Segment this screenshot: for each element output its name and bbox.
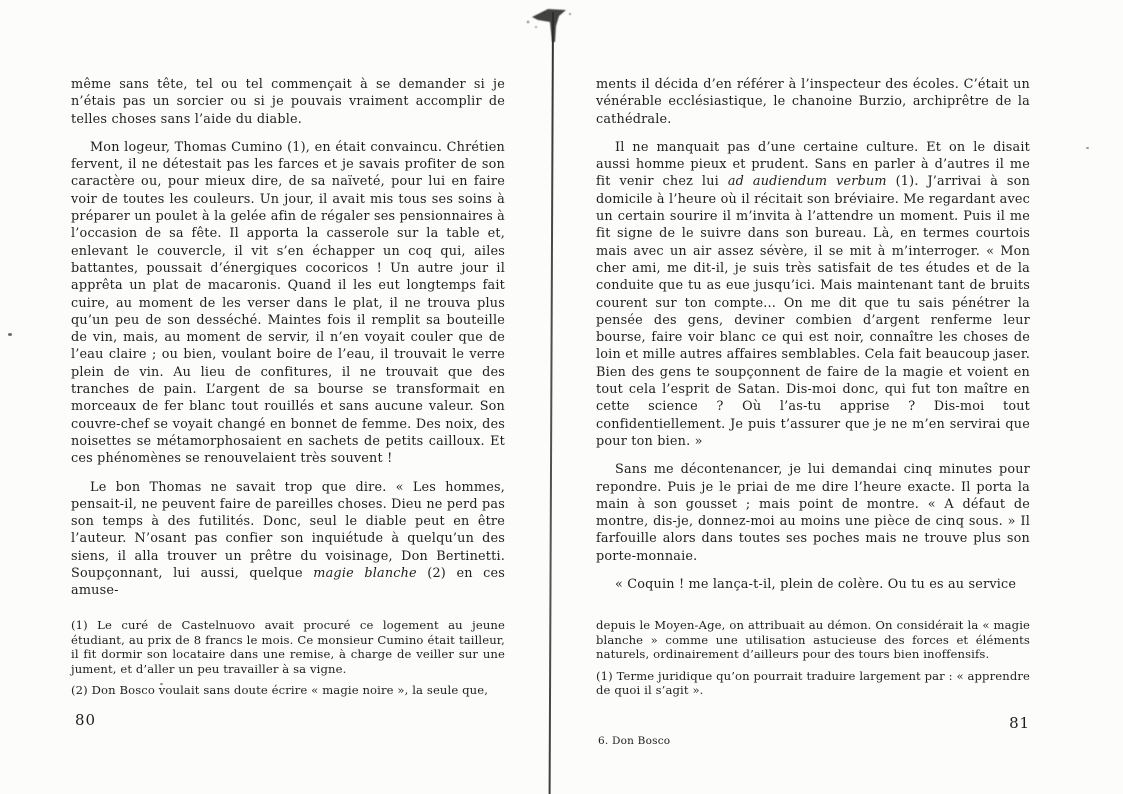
left-page-footnotes — [71, 618, 505, 698]
body-paragraph — [71, 479, 505, 600]
text-run: (2) en ces amuse- — [71, 566, 505, 599]
right-page-footnotes — [596, 618, 1030, 698]
italic-text-run: magie blanche — [313, 566, 417, 582]
body-paragraph — [596, 76, 1030, 128]
footnote-paragraph — [71, 618, 505, 676]
page-number-right: 81 — [1009, 714, 1030, 732]
body-paragraph — [596, 139, 1030, 450]
text-run: même sans tête, tel ou tel commençait à se demander si je n’étais pas un sorcier ou si je pouvais vraiment accomplir de telles choses sans l’aide du diable. — [71, 77, 505, 127]
binding-gutter-line — [549, 12, 554, 794]
text-run: (1) Le curé de Castelnuovo avait procuré ce logement au jeune étudiant, au prix de 8 francs le mois. Ce monsieur Cumino était tailleur, il fit dormir son locataire dans une remise, à charge de veiller sur une jument, et d’aller un peu travailler à sa vigne. — [71, 618, 505, 676]
left-page-body — [71, 0, 505, 618]
footnote-paragraph — [596, 618, 1030, 662]
scan-speck — [1086, 147, 1089, 149]
footnote-paragraph — [596, 669, 1030, 698]
text-run: Le bon Thomas ne savait trop que dire. « Les hommes, pensait-il, ne peuvent faire de pareilles choses. Dieu ne perd pas son temps à des futilités. Donc, seul le diable peut en être l’auteur. N’osant pas confier son inquiétude à quelqu’un des siens, il alla trouver un prêtre du voisinage, Don Bertinetti. Soupçonnant, lui aussi, quelque — [71, 479, 505, 582]
body-paragraph — [71, 76, 505, 128]
printer-signature-mark: 6. Don Bosco — [598, 735, 671, 747]
body-paragraph — [596, 461, 1030, 565]
text-run: ments il décida d’en référer à l’inspecteur des écoles. C’était un vénérable ecclésiastique, le chanoine Burzio, archiprêtre de la cathédrale. — [596, 77, 1030, 127]
right-page-body — [596, 0, 1030, 618]
left-page — [71, 0, 505, 794]
scan-speck — [8, 333, 12, 336]
body-paragraph — [596, 576, 1030, 593]
right-page — [596, 0, 1030, 794]
text-run: « Coquin ! me lança-t-il, plein de colère. Ou tu es au service — [615, 577, 1017, 593]
body-paragraph — [71, 139, 505, 468]
page-number-left: 80 — [75, 711, 96, 729]
text-run: (1). J’arrivai à son domicile à l’heure où il récitait son bréviaire. Me regardant avec un certain sourire il m’invita à l’attendre un moment. Puis il me fit signe de le suivre dans son bureau. Là, en termes courtois mais avec un air assez sévère, il se mit à m’interroger. « Mon cher ami, me dit-il, je suis très satisfait de tes études et de la conduite que tu as eue jusqu’ici. Mais maintenant tant de bruits courent sur ton compte... On me dit que tu sais pénétrer la pensée des gens, deviner combien d’argent renferme leur bourse, faire voir blanc ce qui est noir, connaître les choses de loin et mille autres affaires semblables. Cela fait beaucoup jaser. Bien des gens te soupçonnent de faire de la magie et voient en tout cela l’esprit de Satan. Dis-moi donc, qui fut ton maître en cette science ? Où l’as-tu apprise ? Dis-moi tout confidentiellement. Je puis t’assurer que je ne m’en servirai que pour ton bien. » — [596, 174, 1031, 449]
text-run: Il ne manquait pas d’une certaine culture. Et on le disait aussi homme pieux et prudent. Sans en parler à d’autres il me fit venir chez lui — [596, 139, 1030, 190]
text-run: Mon logeur, Thomas Cumino (1), en était convaincu. Chrétien fervent, il ne détestait pas les farces et je savais profiter de son caractère ou, pour mieux dire, de sa naïveté, pour lui en faire voir de toutes les couleurs. Un jour, il avait mis tous ses soins à préparer un poulet à la gelée afin de régaler ses pensionnaires à l’occasion de sa fête. Il apporta la casserole sur la table et, enlevant le couvercle, il vit s’en échapper un coq qui, ailes battantes, poussait d’énergiques cocoricos ! Un autre jour il apprêta un plat de macaronis. Quand il les eut longtemps fait cuire, au moment de les verser dans le plat, il ne trouva plus qu’un peu de son desséché. Maintes fois il remplit sa bouteille de vin, mais, au moment de servir, il n’en voyait couler que de l’eau claire ; ou bien, voulant boire de l’eau, il trouvait le verre plein de vin. Au lieu de confitures, il ne trouvait que des tranches de pain. L’argent de sa bourse se transformait en morceaux de fer blanc tout rouillés et sans aucune valeur. Son couvre-chef se voyait changé en bonnet de femme. Des noix, des noisettes se métamorphosaient en sachets de petits cailloux. Et ces phénomènes se renouvelaient très souvent ! — [71, 139, 505, 467]
footnote-paragraph — [71, 683, 505, 698]
text-run: (2) Don Bosco voulait sans doute écrire « magie noire », la seule que, — [71, 683, 489, 698]
binding-smudge-icon — [522, 2, 582, 50]
text-run: depuis le Moyen-Age, on attribuait au démon. On considérait la « magie blanche » comme une utilisation astucieuse des forces et éléments naturels, ordinairement d’ailleurs pour des tours bien inoffensifs. — [596, 618, 1030, 662]
text-run: Sans me décontenancer, je lui demandai cinq minutes pour repondre. Puis je le priai de me dire l’heure exacte. Il porta la main à son gousset ; mais point de montre. « A défaut de montre, dis-je, donnez-moi au moins une pièce de cinq sous. » Il farfouille alors dans toutes ses poches mais ne trouve plus son porte-monnaie. — [596, 462, 1030, 564]
text-run: (1) Terme juridique qu’on pourrait traduire largement par : « apprendre de quoi il s’agit ». — [596, 668, 1030, 698]
italic-text-run: ad audiendum verbum — [727, 174, 887, 190]
